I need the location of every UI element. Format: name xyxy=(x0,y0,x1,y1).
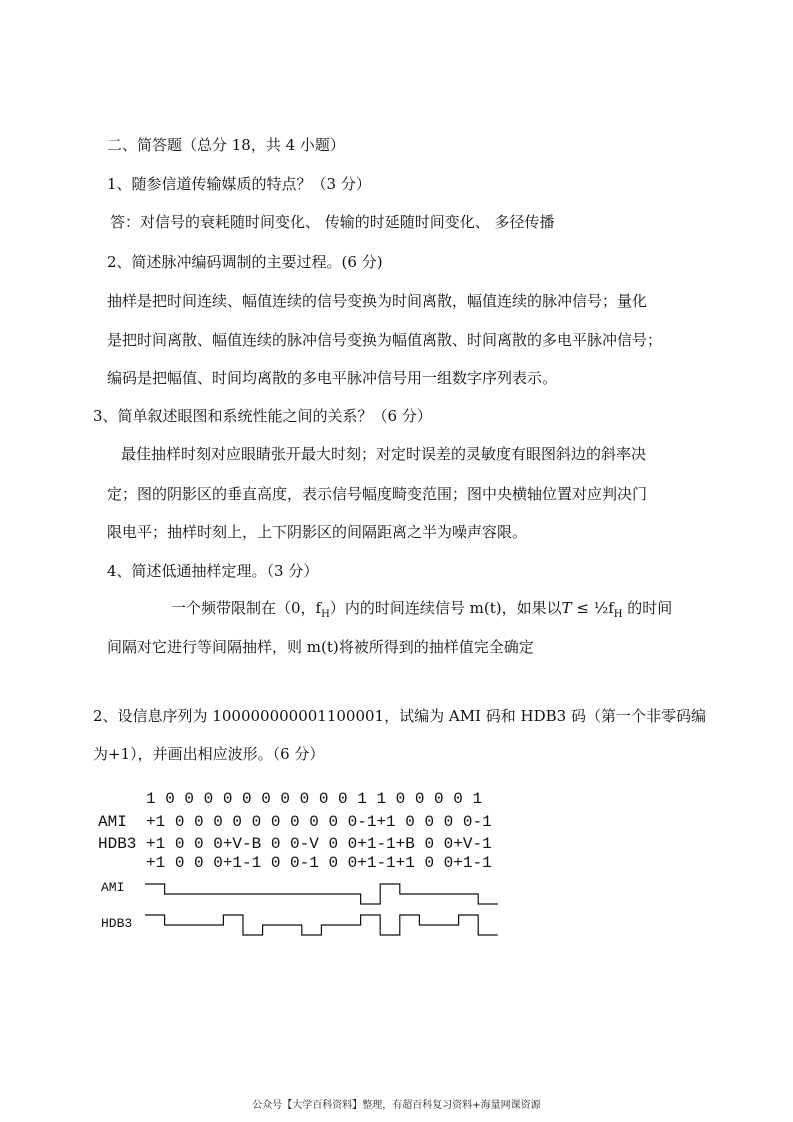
ami-waveform-label: AMI xyxy=(101,880,125,895)
info-sequence: 1 0 0 0 0 0 0 0 0 0 0 1 1 0 0 0 0 1 xyxy=(98,790,483,808)
q4-answer-sub-h2: H xyxy=(613,609,623,620)
q4-answer-line-2: 间隔对它进行等间隔抽样，则 m(t)将被所得到的抽样值完全确定 xyxy=(107,638,534,656)
q3-answer-line-1: 最佳抽样时刻对应眼睛张开最大时刻；对定时误差的灵敏度有眼图斜边的斜率决 xyxy=(121,445,647,463)
q2-question: 2、简述脉冲编码调制的主要过程。(6 分) xyxy=(107,253,383,271)
section-heading: 二、简答题（总分 18，共 4 小题） xyxy=(107,136,345,154)
footer-note: 公众号【大学百科资料】整理，有超百科复习资料+海量网课资源 xyxy=(252,1100,541,1111)
q4-answer-part-b: ）内的时间连续信号 m(t)，如果以 xyxy=(329,599,562,617)
q2-answer-line-1: 抽样是把时间连续、幅值连续的信号变换为时间离散，幅值连续的脉冲信号；量化 xyxy=(107,292,648,310)
hdb3-waveform xyxy=(145,915,498,935)
q4-answer-part-c: ≤ ½f xyxy=(571,599,614,617)
q2-answer-line-2: 是把时间离散、幅值连续的脉冲信号变换为幅值离散、时间离散的多电平脉冲信号； xyxy=(107,331,663,349)
hdb3-waveform-label: HDB3 xyxy=(101,916,133,931)
ami-waveform xyxy=(145,884,498,904)
q3-question: 3、简单叙述眼图和系统性能之间的关系？（6 分） xyxy=(93,407,432,425)
ami-code: AMI +1 0 0 0 0 0 0 0 0 0 0-1+1 0 0 0 0-1 xyxy=(98,813,492,831)
hdb3-code-values: +1 0 0 0+1-1 0 0-1 0 0+1-1+1 0 0+1-1 xyxy=(98,854,492,872)
q4-answer-part-d: 的时间 xyxy=(622,599,673,617)
q1-question: 1、随参信道传输媒质的特点？（3 分） xyxy=(107,175,371,193)
problem2-line-1: 2、设信息序列为 100000000001100001，试编为 AMI 码和 HDB3 码（第一个非零码编 xyxy=(93,707,706,725)
q3-answer-line-2: 定；图的阴影区的垂直高度，表示信号幅度畸变范围；图中央横轴位置对应判决门 xyxy=(107,485,648,503)
q4-question: 4、简述低通抽样定理。（3 分） xyxy=(107,562,319,580)
q3-answer-line-3: 限电平；抽样时刻上，上下阴影区的间隔距离之半为噪声容限。 xyxy=(107,523,528,541)
q4-answer-period-t: T xyxy=(561,599,572,617)
hdb3-code: HDB3 +1 0 0 0+V-B 0 0-V 0 0+1-1+B 0 0+V-1 xyxy=(98,835,492,853)
q4-answer-part-a: 一个频带限制在（0，f xyxy=(171,599,322,617)
q4-answer-sub-h: H xyxy=(321,609,330,620)
q1-answer: 答：对信号的衰耗随时间变化、 传输的时延随时间变化、 多径传播 xyxy=(110,213,555,231)
problem2-line-2: 为+1），并画出相应波形。（6 分） xyxy=(93,745,325,763)
q2-answer-line-3: 编码是把幅值、时间均离散的多电平脉冲信号用一组数字序列表示。 xyxy=(107,369,558,387)
